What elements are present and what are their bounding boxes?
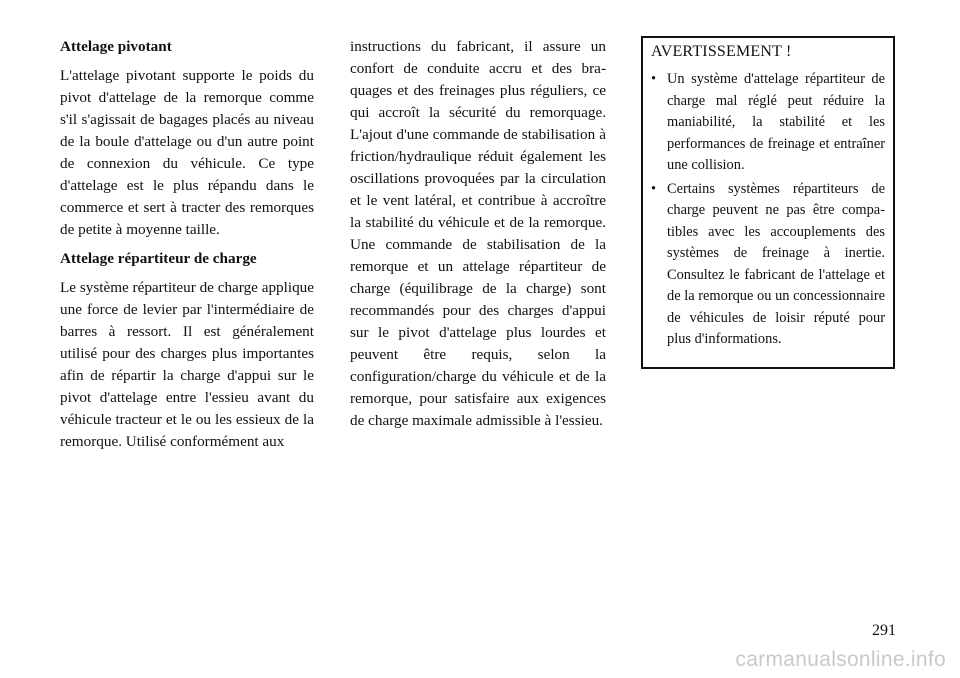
paragraph-continuation: instructions du fabricant, il assure un confort de conduite accru et des braquages et des freinages plus réguliers, ce qui accroît la sécurité du remorquage. L'ajout d'une commande de stabilisation à friction/hydraulique réduit également les oscillations provoquées par la circulation et le vent latéral, et contribue à accroître la stabilité du véhicule et de la remorque. Une commande de stabilisation de la remorque et un attelage répartiteur de charge (équilibrage de la charge) sont recommandés pour des charges d'appui sur le pivot d'attelage plus lourdes et peuvent être requis, selon la configuration/charge du véhicule et de la remorque, pour satisfaire aux exigences de charge maximale admissible à l'essieu. bbox=[350, 38, 606, 429]
paragraph-attelage-repartiteur: Le système répartiteur de charge applique une force de levier par l'intermédiaire de barres à ressort. Il est généralement utilisé pour des charges plus importantes afin de répartir la charge d'appui sur le pivot d'attelage entre l'essieu avant du véhicule tracteur et le ou les essieux de la remorque. Utilisé conformément aux bbox=[60, 279, 314, 450]
page-number: 291 bbox=[872, 622, 896, 639]
column-middle bbox=[350, 36, 606, 439]
warning-box bbox=[641, 36, 895, 369]
heading-attelage-repartiteur: Attelage répartiteur de charge bbox=[60, 250, 257, 267]
warning-item-text: Un système d'attelage répartiteur de charge mal réglé peut réduire la maniabilité, la stabilité et les performances de freinage et entraîner une collision. bbox=[667, 71, 885, 173]
heading-attelage-pivotant: Attelage pivotant bbox=[60, 38, 172, 55]
warning-item bbox=[651, 179, 885, 351]
column-left bbox=[60, 36, 314, 460]
column-right bbox=[641, 36, 895, 369]
warning-item bbox=[651, 69, 885, 177]
warning-title: AVERTISSEMENT ! bbox=[651, 43, 792, 60]
warning-list bbox=[651, 69, 885, 351]
watermark: carmanualsonline.info bbox=[735, 648, 946, 671]
bullet-icon: • bbox=[651, 71, 657, 87]
paragraph-attelage-pivotant: L'attelage pivotant supporte le poids du pivot d'attelage de la remorque comme s'il s'agissait de bagages placés au niveau de la boule d'attelage ou d'un autre point de connexion du véhicule. Ce type d'attelage est le plus répandu dans le commerce et sert à tracter des remorques de petite à moyenne taille. bbox=[60, 67, 314, 238]
warning-item-text: Certains systèmes répartiteurs de charge peuvent ne pas être compatibles avec les accouplements des systèmes de freinage à inertie. Consultez le fabricant de l'attelage et de la remorque ou un concessionnaire de véhicules de loisir réputé pour plus d'informations. bbox=[667, 180, 885, 347]
bullet-icon: • bbox=[651, 180, 657, 197]
